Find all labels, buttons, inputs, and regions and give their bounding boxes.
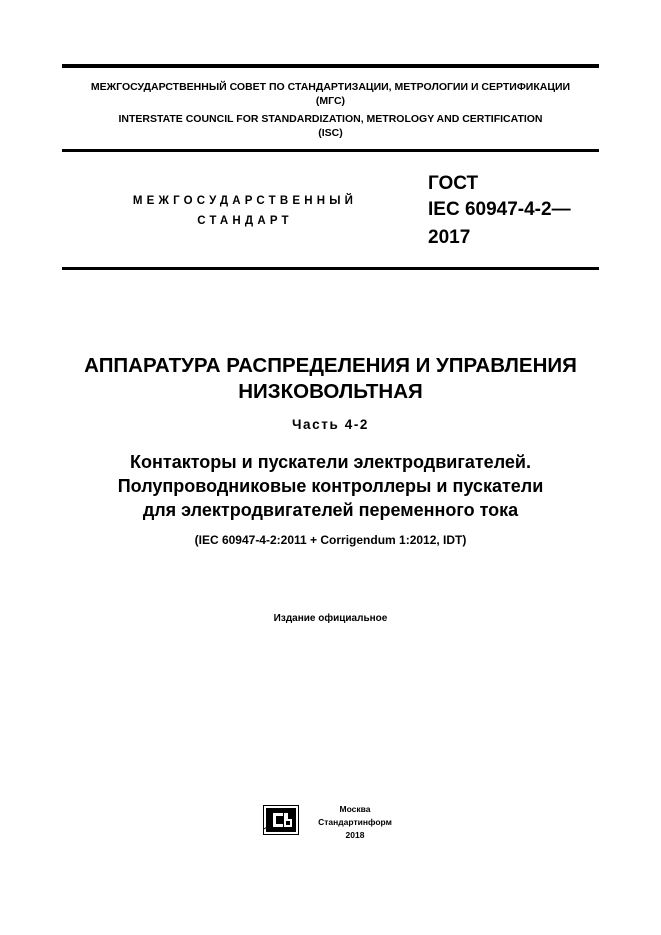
- standard-label-line2: СТАНДАРТ: [197, 215, 293, 227]
- gost-designation-line2: IEC 60947-4-2—: [428, 199, 571, 220]
- part-label: Часть 4-2: [291, 417, 370, 432]
- gost-designation-line3: 2017: [428, 227, 471, 248]
- council-ru-line1: МЕЖГОСУДАРСТВЕННЫЙ СОВЕТ ПО СТАНДАРТИЗАЦИИ, МЕТРОЛОГИИ И СЕРТИФИКАЦИИ: [90, 81, 571, 93]
- council-ru-line2: (МГС): [315, 95, 346, 107]
- council-en-line1: INTERSTATE COUNCIL FOR STANDARDIZATION, METROLOGY AND CERTIFICATION: [118, 113, 543, 125]
- main-title-line2: НИЗКОВОЛЬТНАЯ: [238, 380, 423, 403]
- subtitle-line3: для электродвигателей переменного тока: [142, 500, 519, 520]
- main-title-line1: АППАРАТУРА РАСПРЕДЕЛЕНИЯ И УПРАВЛЕНИЯ: [84, 354, 577, 377]
- standartinform-logo-icon: [263, 805, 299, 835]
- publisher-year: 2018: [345, 830, 365, 840]
- council-en-line2: (ISC): [318, 127, 343, 139]
- council-ru: [62, 80, 599, 108]
- standard-label-line1: МЕЖГОСУДАРСТВЕННЫЙ: [132, 195, 358, 207]
- publisher-name: Стандартинформ: [318, 817, 392, 827]
- middle-rule: [62, 149, 599, 152]
- publisher-city: Москва: [339, 804, 371, 814]
- gost-designation-line1: ГОСТ: [428, 173, 479, 194]
- subtitle-line2: Полупроводниковые контроллеры и пускатели: [117, 476, 544, 496]
- lower-rule: [62, 267, 599, 270]
- edition-label: Издание официальное: [273, 613, 388, 624]
- council-en: [62, 112, 599, 140]
- subtitle-line1: Контакторы и пускатели электродвигателей.: [130, 452, 531, 472]
- top-rule: [62, 64, 599, 68]
- iec-reference: (IEC 60947-4-2:2011 + Corrigendum 1:2012, IDT): [194, 533, 467, 547]
